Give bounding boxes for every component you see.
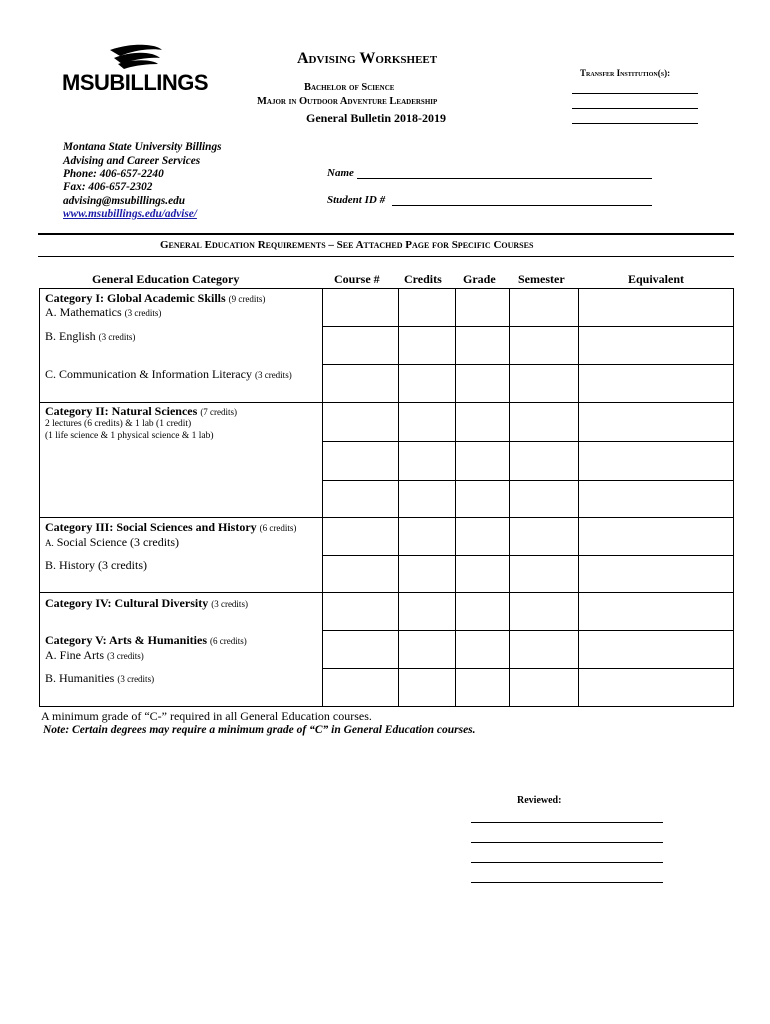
contact-website-link[interactable]: www.msubillings.edu/advise/ bbox=[63, 208, 197, 220]
reviewed-signature-line[interactable] bbox=[471, 822, 663, 823]
column-header-course: Course # bbox=[334, 272, 380, 286]
category-5-a: A. Fine Arts (3 credits) bbox=[45, 648, 144, 662]
reviewed-signature-line[interactable] bbox=[471, 862, 663, 863]
name-field[interactable] bbox=[357, 178, 652, 179]
category-1-c: C. Communication & Information Literacy (3 credits) bbox=[45, 367, 292, 381]
table-row-divider bbox=[322, 480, 734, 481]
table-column-divider bbox=[455, 288, 456, 707]
column-header-credits: Credits bbox=[404, 272, 442, 286]
category-4-title: Category IV: Cultural Diversity (3 credits) bbox=[45, 596, 248, 610]
column-header-semester: Semester bbox=[518, 272, 565, 286]
category-3-title: Category III: Social Sciences and History (6 credits) bbox=[45, 520, 297, 534]
reviewed-signature-line[interactable] bbox=[471, 842, 663, 843]
category-3-b: B. History (3 credits) bbox=[45, 558, 147, 572]
logo-wordmark: MSUBILLINGS bbox=[62, 70, 209, 95]
transfer-institution-line[interactable] bbox=[572, 123, 698, 124]
page-title: Advising Worksheet bbox=[297, 50, 438, 67]
table-row-divider bbox=[322, 326, 734, 327]
contact-fax: Fax: 406-657-2302 bbox=[63, 181, 153, 193]
name-label: Name bbox=[327, 167, 354, 179]
column-header-grade: Grade bbox=[463, 272, 496, 286]
major-label: Major in Outdoor Adventure Leadership bbox=[257, 96, 438, 107]
category-1-title: Category I: Global Academic Skills (9 credits) bbox=[45, 291, 266, 305]
reviewed-signature-line[interactable] bbox=[471, 882, 663, 883]
degree-label: Bachelor of Science bbox=[304, 82, 395, 93]
student-id-label: Student ID # bbox=[327, 194, 386, 206]
contact-line: Montana State University Billings bbox=[63, 141, 222, 153]
table-row-divider bbox=[322, 555, 734, 556]
category-3-a: A. Social Science (3 credits) bbox=[45, 535, 180, 549]
category-divider bbox=[39, 402, 734, 403]
category-1-b: B. English (3 credits) bbox=[45, 329, 136, 343]
table-column-divider bbox=[322, 288, 323, 707]
contact-phone: Phone: 406-657-2240 bbox=[63, 168, 164, 180]
table-column-divider bbox=[509, 288, 510, 707]
table-row-divider bbox=[322, 364, 734, 365]
degree-note: Note: Certain degrees may require a minimum grade of “C” in General Education courses. bbox=[43, 724, 476, 736]
transfer-institution-line[interactable] bbox=[572, 108, 698, 109]
category-2-title: Category II: Natural Sciences (7 credits) bbox=[45, 404, 238, 418]
transfer-institution-label: Transfer Institution(s): bbox=[580, 68, 671, 78]
swoosh-logo-icon bbox=[110, 45, 162, 69]
transfer-institution-line[interactable] bbox=[572, 93, 698, 94]
section-divider bbox=[38, 233, 734, 235]
table-row-divider bbox=[322, 630, 734, 631]
table-row-divider bbox=[322, 441, 734, 442]
table-column-divider bbox=[398, 288, 399, 707]
section-divider bbox=[38, 256, 734, 257]
bulletin-label: General Bulletin 2018-2019 bbox=[306, 111, 446, 125]
column-header-equivalent: Equivalent bbox=[628, 272, 685, 286]
contact-email: advising@msubillings.edu bbox=[63, 195, 186, 207]
reviewed-label: Reviewed: bbox=[517, 795, 562, 806]
table-column-divider bbox=[578, 288, 579, 707]
grade-note: A minimum grade of “C-” required in all General Education courses. bbox=[41, 709, 372, 723]
category-2-detail: 2 lectures (6 credits) & 1 lab (1 credit) bbox=[45, 419, 192, 429]
contact-line: Advising and Career Services bbox=[63, 155, 201, 167]
column-header-category: General Education Category bbox=[92, 272, 240, 286]
category-divider bbox=[39, 592, 734, 593]
category-5-b: B. Humanities (3 credits) bbox=[45, 671, 155, 685]
student-id-field[interactable] bbox=[392, 205, 652, 206]
category-2-detail: (1 life science & 1 physical science & 1 lab) bbox=[45, 431, 214, 441]
category-1-a: A. Mathematics (3 credits) bbox=[45, 305, 162, 319]
category-5-title: Category V: Arts & Humanities (6 credits) bbox=[45, 633, 247, 647]
table-row-divider bbox=[322, 668, 734, 669]
section-title: General Education Requirements – See Attached Page for Specific Courses bbox=[160, 239, 534, 251]
category-divider bbox=[39, 517, 734, 518]
